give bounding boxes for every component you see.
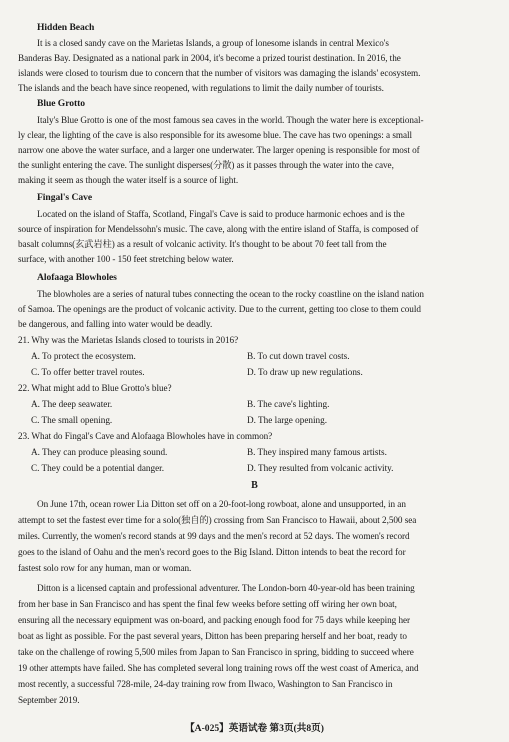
option-c: C. They could be a potential danger. (31, 463, 165, 473)
paragraph-line: the sunlight entering the cave. The sunlight disperses(分散) as it passes through the water into the cave, (18, 160, 394, 170)
paragraph-line: The islands and the beach have since reopened, with regulations to limit the daily number of tourists. (18, 83, 384, 93)
option-a: A. To protect the ecosystem. (31, 351, 136, 361)
paragraph-line: most recently, a successful 728-mile, 24-day training row from Ilwaco, Washington to San Francisco in (18, 679, 393, 689)
paragraph-line: miles. Currently, the women's record stands at 99 days and the men's record at 52 days. The women's record (18, 531, 410, 541)
paragraph-line: from her base in San Francisco and has spent the final few weeks before setting off wiring her own boat, (18, 599, 397, 609)
paragraph-line: Banderas Bay. Designated as a national park in 2004, it's become a prized tourist destination. In 2016, the (18, 53, 401, 63)
question-stem: 21. Why was the Marietas Islands closed to tourists in 2016? (18, 335, 239, 345)
paragraph-line: take on the challenge of rowing 5,500 miles from Japan to San Francisco in spring, bidding to succeed where (18, 647, 414, 657)
paragraph-line: narrow one above the water surface, and a larger one underwater. The larger opening is responsible for most of (18, 145, 420, 155)
paragraph-line: basalt columns(玄武岩柱) as a result of volcanic activity. It's thought to be about 70 feet tall from the (18, 239, 387, 249)
page-footer: 【A-025】英语试卷 第3页(共8页) (185, 723, 324, 734)
question-stem: 23. What do Fingal's Cave and Alofaaga Blowholes have in common? (18, 431, 273, 441)
option-d: D. They resulted from volcanic activity. (247, 463, 394, 473)
paragraph-line: ly clear, the lighting of the cave is also responsible for its awesome blue. The cave has two openings: a small (18, 130, 412, 140)
paragraph-line: be dangerous, and falling into water would be deadly. (18, 319, 213, 329)
heading-alofaaga-blowholes: Alofaaga Blowholes (37, 272, 117, 283)
paragraph-line: islands were closed to tourism due to concern that the number of visitors was damaging the islands' ecosystem. (18, 68, 421, 78)
option-a: A. The deep seawater. (31, 399, 113, 409)
option-c: C. To offer better travel routes. (31, 367, 145, 377)
paragraph-line: On June 17th, ocean rower Lia Ditton set off on a 20-foot-long rowboat, alone and unsupported, in an (37, 499, 406, 509)
paragraph-line: source of inspiration for Mendelssohn's music. The cave, along with the entire island of Staffa, is composed of (18, 224, 419, 234)
paragraph-line: The blowholes are a series of natural tubes connecting the ocean to the rocky coastline on the island nation (37, 289, 424, 299)
paragraph-line: ensuring all the necessary equipment was on-board, and packing enough food for 75 days while keeping her (18, 615, 411, 625)
paragraph-line: surface, with another 100 - 150 feet stretching below water. (18, 254, 234, 264)
option-c: C. The small opening. (31, 415, 113, 425)
option-a: A. They can produce pleasing sound. (31, 447, 168, 457)
paragraph-line: attempt to set the fastest ever time for a solo(独自的) crossing from San Francisco to Hawaii, about 2,500 sea (18, 515, 417, 525)
option-d: D. To draw up new regulations. (247, 367, 363, 377)
paragraph-line: 19 other attempts have failed. She has completed several long training rows off the west coast of America, and (18, 663, 419, 673)
paragraph-line: making it seem as though the water itself is a source of light. (18, 175, 239, 185)
paragraph-line: Italy's Blue Grotto is one of the most famous sea caves in the world. Though the water here is exceptional- (37, 115, 424, 125)
paragraph-line: of Samoa. The openings are the product of volcanic activity. Due to the current, getting too close to them could (18, 304, 421, 314)
paragraph-line: September 2019. (18, 695, 80, 705)
paragraph-line: goes to the island of Oahu and the men's record goes to the Big Island. Ditton intends to beat the record for (18, 547, 406, 557)
option-b: B. To cut down travel costs. (247, 351, 350, 361)
heading-hidden-beach: Hidden Beach (37, 22, 95, 33)
section-b-label: B (251, 480, 258, 491)
question-stem: 22. What might add to Blue Grotto's blue? (18, 383, 172, 393)
paragraph-line: It is a closed sandy cave on the Marietas Islands, a group of lonesome islands in central Mexico's (37, 38, 389, 48)
paragraph-line: boat as light as possible. For the past several years, Ditton has been preparing herself and her boat, ready to (18, 631, 407, 641)
option-d: D. The large opening. (247, 415, 328, 425)
option-b: B. The cave's lighting. (247, 399, 330, 409)
paragraph-line: Located on the island of Staffa, Scotland, Fingal's Cave is said to produce harmonic echoes and is the (37, 209, 405, 219)
paragraph-line: Ditton is a licensed captain and professional adventurer. The London-born 40-year-old has been training (37, 583, 415, 593)
heading-blue-grotto: Blue Grotto (37, 98, 86, 109)
heading-fingals-cave: Fingal's Cave (37, 192, 93, 203)
paragraph-line: fastest solo row for any human, man or woman. (18, 563, 192, 573)
option-b: B. They inspired many famous artists. (247, 447, 387, 457)
